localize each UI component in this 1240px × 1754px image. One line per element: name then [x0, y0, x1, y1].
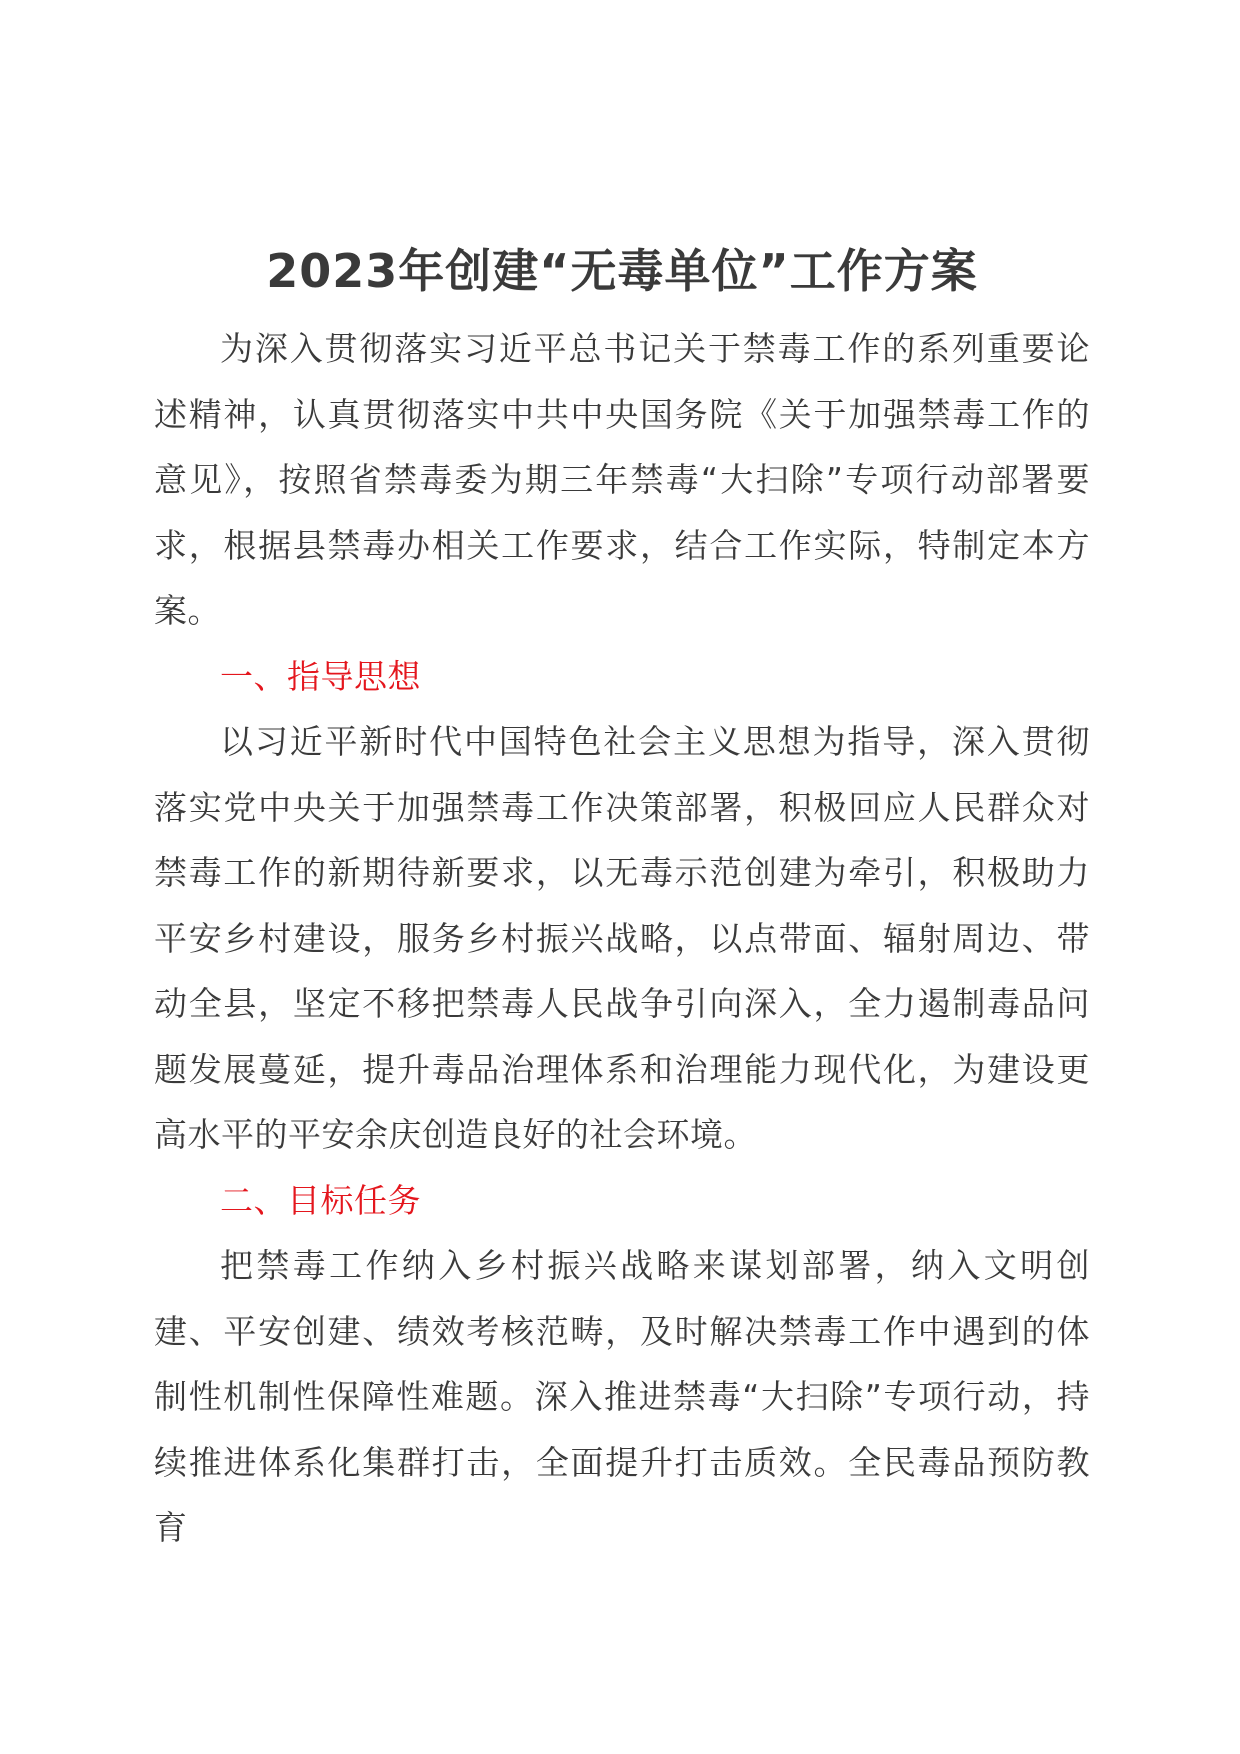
intro-paragraph: 为深入贯彻落实习近平总书记关于禁毒工作的系列重要论述精神，认真贯彻落实中共中央国务院《关于加强禁毒工作的意见》，按照省禁毒委为期三年禁毒“大扫除”专项行动部署要求，根据县禁毒办相关工作要求，结合工作实际，特制定本方案。: [154, 329, 1090, 630]
section-body-guiding-ideology: 以习近平新时代中国特色社会主义思想为指导，深入贯彻落实党中央关于加强禁毒工作决策部署，积极回应人民群众对禁毒工作的新期待新要求，以无毒示范创建为牵引，积极助力平安乡村建设，服务乡村振兴战略，以点带面、辐射周边、带动全县，坚定不移把禁毒人民战争引向深入，全力遏制毒品问题发展蔓延，提升毒品治理体系和治理能力现代化，为建设更高水平的平安余庆创造良好的社会环境。: [154, 722, 1090, 1154]
section-heading-objectives: 二、目标任务: [220, 1180, 421, 1220]
section-heading-guiding-ideology: 一、指导思想: [220, 656, 421, 696]
document-title: 2023年创建“无毒单位”工作方案: [266, 244, 978, 298]
document-page: [154, 238, 1090, 1561]
section-body-objectives: 把禁毒工作纳入乡村振兴战略来谋划部署，纳入文明创建、平安创建、绩效考核范畴，及时解决禁毒工作中遇到的体制性机制性保障性难题。深入推进禁毒“大扫除”专项行动，持续推进体系化集群打击，全面提升打击质效。全民毒品预防教育: [154, 1246, 1090, 1547]
